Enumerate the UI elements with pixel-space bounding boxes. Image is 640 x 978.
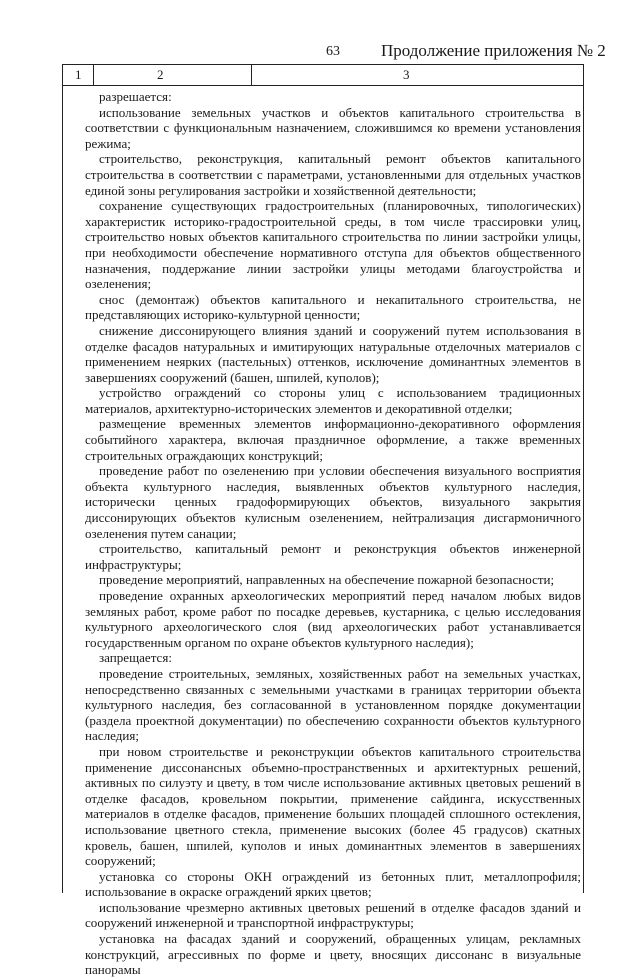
paragraph: сохранение существующих градостроительных (планировочных, типологических) характеристик историко-градостроительной среды, в том числе трассировки улиц, строительство новых объектов капитального строительства по линии застройки улицы, при необходимости обеспечение нормативного отступа для объектов общественного назначения, поддержание линии застройки улицы методами благоустройства и озеленения; [85, 198, 581, 292]
paragraph: установка со стороны ОКН ограждений из бетонных плит, металлопрофиля; использование в окраске ограждений ярких цветов; [85, 868, 581, 900]
column-number-2: 2 [157, 67, 164, 82]
column-number-1: 1 [75, 67, 82, 82]
paragraph: устройство ограждений со стороны улиц с использованием традиционных материалов, архитектурно-исторических элементов и декоративной отделки; [85, 385, 581, 416]
page-number: 63 [326, 44, 340, 59]
paragraph: запрещается: [99, 650, 172, 666]
paragraph: снос (демонтаж) объектов капитального и некапитального строительства, не представляющих историко-культурной ценности; [85, 291, 581, 323]
paragraph: разрешается: [99, 89, 172, 104]
paragraph: использование чрезмерно активных цветовых решений в отделке фасадов зданий и сооружений инженерной и транспортной инфраструктуры; [85, 899, 581, 931]
column-divider-1 [93, 65, 94, 85]
paragraph: проведение охранных археологических мероприятий перед началом любых видов земляных работ, кроме работ по посадке деревьев, кустарника, с целью исследования культурного археологического слоя (вид археологических работ устанавливается государственным органом по охране объектов культурного наследия); [85, 588, 581, 650]
paragraph: строительство, капитальный ремонт и реконструкция объектов инженерной инфраструктуры; [85, 541, 581, 572]
paragraph: использование земельных участков и объектов капитального строительства в соответствии с функциональным назначением, сложившимся ко времени установления режима; [85, 104, 581, 151]
continuation-title: Продолжение приложения № 2 [381, 41, 606, 60]
paragraph: проведение работ по озеленению при условии обеспечения визуального восприятия объекта культурного наследия, выявленных объектов культурного наследия, исторически ценных градоформирующих объектов, визуального закрытия диссонирующих объектов кулисным озеленением, нейтрализация дисгармоничного озеленения путем санации; [85, 463, 581, 541]
paragraph: проведение мероприятий, направленных на обеспечение пожарной безопасности; [99, 572, 555, 588]
paragraph: размещение временных элементов информационно-декоративного оформления событийного характера, включая праздничное оформление, а также временных строительных ограждающих конструкций; [85, 416, 581, 463]
paragraph: проведение строительных, земляных, хозяйственных работ на земельных участках, непосредственно связанных с земельными участками в границах территории объекта культурного наследия, без согласованной в установленном порядке документации (раздела проектной документации) по обеспечению сохранности объектов культурного наследия; [85, 665, 581, 744]
body-text [85, 89, 581, 978]
paragraph: строительство, реконструкция, капитальный ремонт объектов капитального строительства в соответствии с параметрами, установленными для отдельных участков единой зоны регулирования застройки и хозяйственной деятельности; [85, 151, 581, 198]
paragraph: при новом строительстве и реконструкции объектов капитального строительства применение диссонансных объемно-пространственных и архитектурных решений, активных по силуэту и цвету, в том числе использование активных цветовых решений в отделке фасадов, кровельном покрытии, применение сайдинга, искусственных материалов в отделке фасадов, применение больших площадей сплошного остекления, использование цветного стекла, применение высоких (более 45 градусов) скатных кровель, башен, шпилей, куполов и иных доминантных элементов в завершениях сооружений; [85, 743, 581, 869]
column-divider-2 [251, 65, 252, 85]
column-number-3: 3 [403, 67, 410, 82]
column-header-row [63, 65, 583, 86]
paragraph: установка на фасадах зданий и сооружений, обращенных улицам, рекламных конструкций, агрессивных по форме и цвету, вносящих диссонанс в визуальные панорамы [85, 931, 581, 978]
paragraph: снижение диссонирующего влияния зданий и сооружений путем использования в отделке фасадов натуральных и имитирующих натуральные отделочных материалов с применением неярких (пастельных) оттенков, исключение доминантных элементов в завершениях сооружений (башен, шпилей, куполов); [85, 322, 581, 385]
